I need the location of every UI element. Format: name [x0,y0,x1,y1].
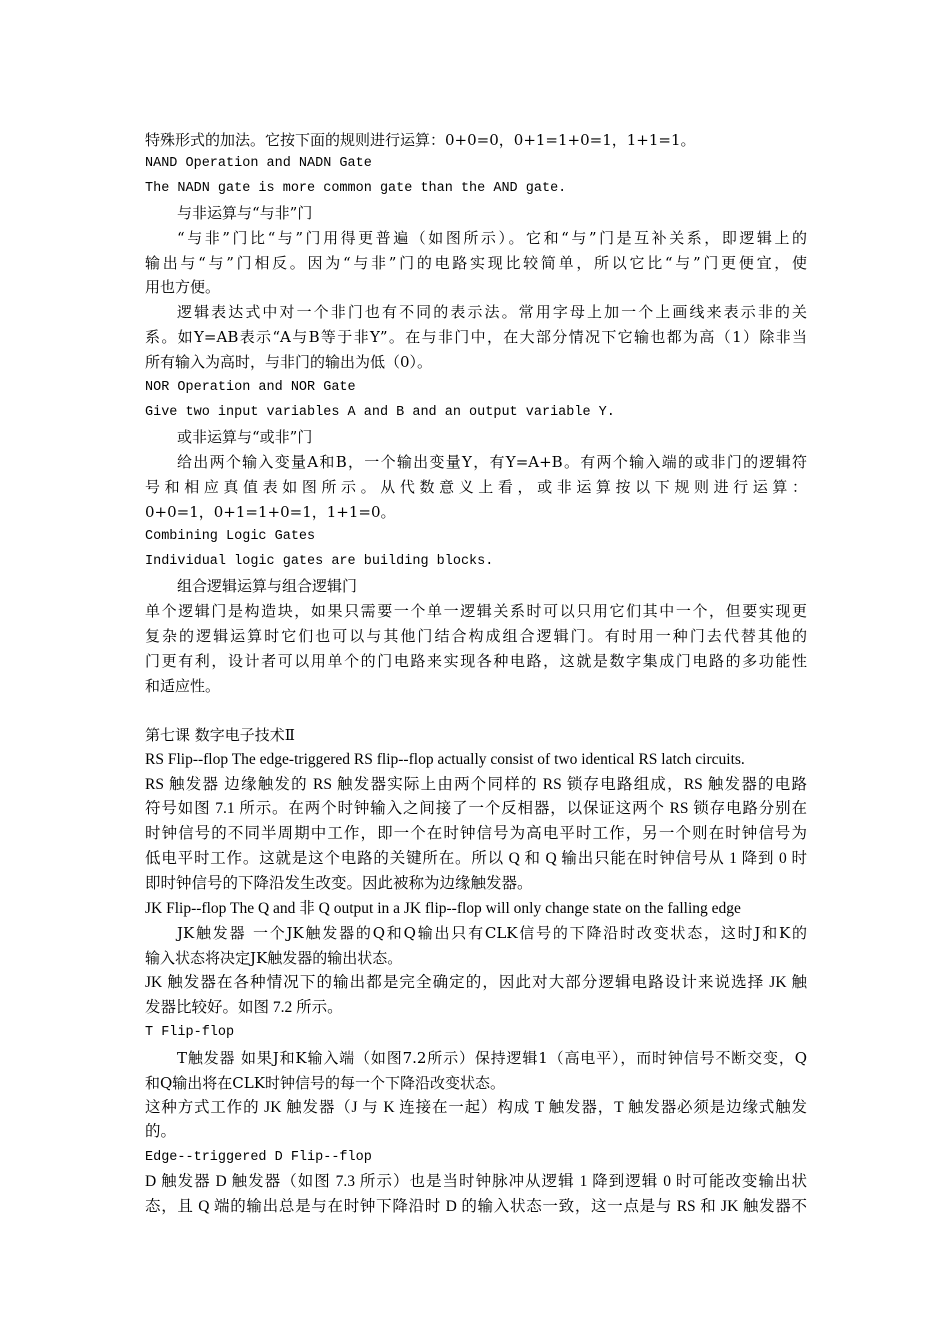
heading-d-flipflop: Edge--triggered D Flip--flop [145,1150,372,1165]
heading-nand-cn: 与非运算与“与非”门 [177,204,313,222]
text-line: 态，且 Q 端的输出总是与在时钟下降沿时 D 的输入状态一致，这一点是与 RS 和 JK 触发器不 [145,1198,807,1215]
text-line: 和适应性。 [145,677,221,695]
text-line: 的。 [145,1123,177,1140]
text-line: 和Q输出将在CLK时钟信号的每一个下降沿改变状态。 [145,1074,505,1092]
text-line: 用也方便。 [145,278,221,296]
heading-nand-en: NAND Operation and NADN Gate [145,156,372,171]
text-line: 符号如图 7.1 所示。在两个时钟输入之间接了一个反相器，以保证这两个 RS 锁存电路分别在 [145,800,807,817]
text-line: The NADN gate is more common gate than the AND gate. [145,181,567,196]
text-line: 系。如Y=AB表示“A与B等于非Y”。在与非门中，在大部分情况下它输也都为高（1）除非当 [145,328,807,346]
text-line: “与非”门比“与”门用得更普遍（如图所示）。它和“与”门是互补关系，即逻辑上的 [177,229,807,247]
text-line: 输入状态将决定JK触发器的输出状态。 [145,949,403,967]
text-line: 逻辑表达式中对一个非门也有不同的表示法。常用字母上加一个上画线来表示非的关 [177,303,807,321]
heading-combining-cn: 组合逻辑运算与组合逻辑门 [177,577,358,595]
text-line: 即时钟信号的下降沿发生改变。因此被称为边缘触发器。 [145,875,533,892]
text-line: 特殊形式的加法。它按下面的规则进行运算：0+0=0，0+1=1+0=1，1+1=1。 [145,131,696,149]
text-line: RS 触发器 边缘触发的 RS 触发器实际上由两个同样的 RS 锁存电路组成，RS 触发器的电路 [145,776,807,793]
heading-combining-en: Combining Logic Gates [145,529,316,544]
text-line: 复杂的逻辑运算时它们也可以与其他门结合构成组合逻辑门。有时用一种门去代替其他的 [145,627,807,645]
text-line: 所有输入为高时，与非门的输出为低（0）。 [145,353,433,371]
text-line: RS Flip--flop The edge-triggered RS flip--flop actually consist of two identical RS latch circuits. [145,751,745,768]
text-line: 低电平时工作。这就是这个电路的关键所在。所以 Q 和 Q 输出只能在时钟信号从 1 降到 0 时 [145,850,807,867]
text-line: JK触发器 一个JK触发器的Q和Q输出只有CLK信号的下降沿时改变状态，这时J和K的 [177,924,807,942]
heading-t-flipflop: T Flip-flop [145,1025,235,1040]
text-line: 发器比较好。如图 7.2 所示。 [145,999,343,1016]
heading-nor-cn: 或非运算与“或非”门 [177,428,313,446]
text-line: 这种方式工作的 JK 触发器（J 与 K 连接在一起）构成 T 触发器，T 触发器必须是边缘式触发 [145,1099,807,1116]
lesson-title: 第七课 数字电子技术Ⅱ [145,726,295,744]
text-line: 号和相应真值表如图所示。从代数意义上看，或非运算按以下规则进行运算： [145,478,807,496]
text-line: T触发器 如果J和K输入端（如图7.2所示）保持逻辑1（高电平），而时钟信号不断交变，Q [177,1049,807,1067]
text-line: 0+0=1，0+1=1+0=1，1+1=0。 [145,503,396,521]
text-line: D 触发器 D 触发器（如图 7.3 所示）也是当时钟脉冲从逻辑 1 降到逻辑 0 时可能改变输出状 [145,1173,807,1190]
text-line: 输出与“与”门相反。因为“与非”门的电路实现比较简单，所以它比“与”门更便宜，使 [145,254,807,272]
text-line: 门更有利，设计者可以用单个的门电路来实现各种电路，这就是数字集成门电路的多功能性 [145,652,807,670]
heading-nor-en: NOR Operation and NOR Gate [145,380,356,395]
text-line: Individual logic gates are building blocks. [145,554,494,569]
text-line: 单个逻辑门是构造块，如果只需要一个单一逻辑关系时可以只用它们其中一个，但要实现更 [145,602,807,620]
text-line: JK 触发器在各种情况下的输出都是完全确定的，因此对大部分逻辑电路设计来说选择 JK 触 [145,974,807,991]
text-line: Give two input variables A and B and an output variable Y. [145,405,615,420]
text-line: 时钟信号的不同半周期中工作，即一个在时钟信号为高电平时工作，另一个则在时钟信号为 [145,825,807,842]
text-line: JK Flip--flop The Q and 非 Q output in a JK flip--flop will only change state on the falling edge [145,900,741,917]
text-line: 给出两个输入变量A和B，一个输出变量Y，有Y=A+B。有两个输入端的或非门的逻辑符 [177,453,807,471]
